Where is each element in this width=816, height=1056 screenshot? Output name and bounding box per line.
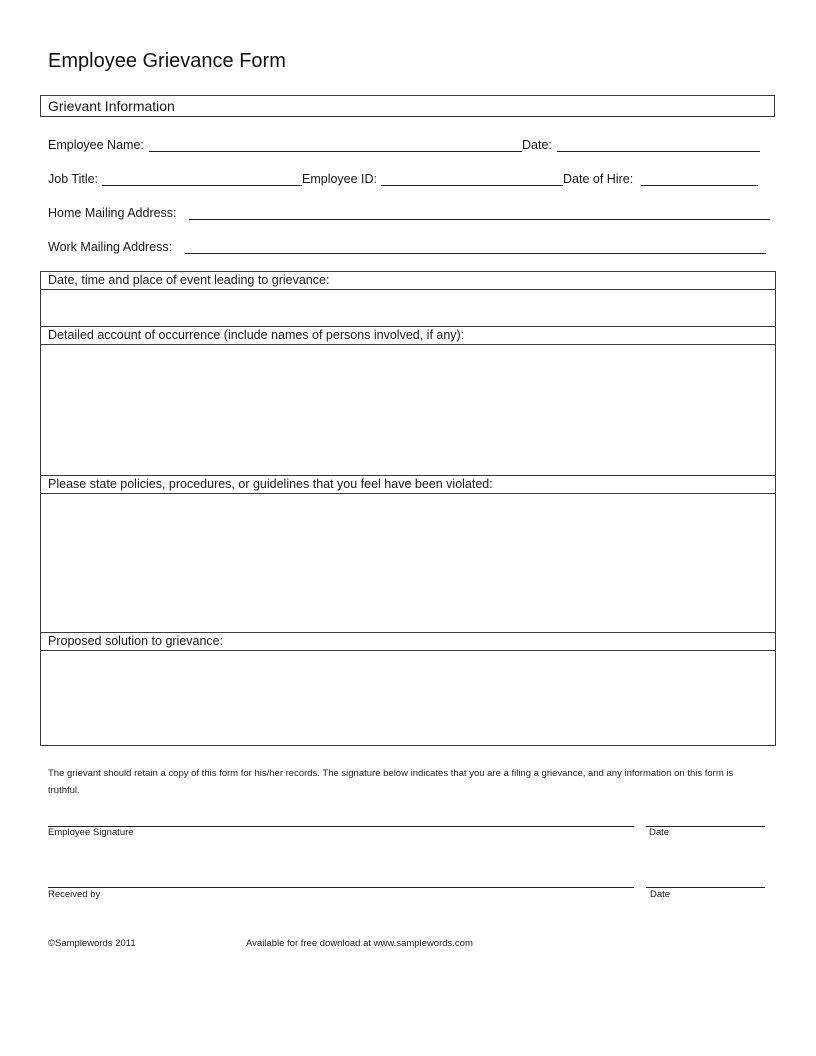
received-by-input[interactable] [48,871,636,886]
employee-signature-line [48,826,634,827]
account-textarea[interactable] [41,345,775,475]
employee-date-label: Date [649,827,670,838]
date-of-hire-line [641,185,758,186]
policies-label: Please state policies, procedures, or guidelines that you feel have been violated: [48,477,493,491]
policies-textarea[interactable] [41,494,775,632]
received-date-label: Date [650,889,671,900]
event-textarea[interactable] [41,290,775,326]
received-by-line [48,887,634,888]
employee-id-input[interactable] [382,170,565,185]
home-address-line [189,219,770,220]
solution-header [41,633,775,651]
account-header [41,327,775,345]
employee-signature-label: Employee Signature [48,827,134,838]
employee-name-input[interactable] [150,136,524,151]
employee-id-label: Employee ID: [302,172,378,186]
employee-signature-input[interactable] [48,810,636,825]
work-address-input[interactable] [186,238,768,253]
download-text: Available for free download at www.samplewords.com [246,938,473,949]
date-of-hire-label: Date of Hire: [563,172,634,186]
grievant-information-header [40,95,775,117]
date-of-hire-input[interactable] [642,170,760,185]
grievance-details-box [40,271,776,746]
received-date-input[interactable] [646,871,767,886]
employee-id-line [381,185,563,186]
policies-header [41,476,775,494]
employee-date-input[interactable] [646,810,767,825]
employee-name-line [149,151,522,152]
job-title-label: Job Title: [48,172,99,186]
home-address-input[interactable] [190,204,772,219]
work-address-line [185,253,766,254]
job-title-input[interactable] [103,170,304,185]
job-title-line [102,185,302,186]
employee-name-label: Employee Name: [48,138,144,152]
section-title: Grievant Information [48,98,175,114]
event-header [41,272,775,290]
copyright-text: ©Samplewords 2011 [48,938,136,949]
account-label: Detailed account of occurrence (include names of persons involved, if any): [48,328,465,342]
received-by-label: Received by [48,889,101,900]
page-title: Employee Grievance Form [48,50,286,72]
received-date-line [646,887,765,888]
notice-text: The grievant should retain a copy of this form for his/her records. The signature below indicates that you are a filing a grievance, and any information on this form is truthful. [48,768,734,796]
event-label: Date, time and place of event leading to grievance: [48,273,330,287]
solution-textarea[interactable] [41,651,775,745]
home-address-label: Home Mailing Address: [48,206,177,220]
solution-label: Proposed solution to grievance: [48,634,224,648]
date-input[interactable] [558,136,762,151]
date-label: Date: [522,138,552,152]
date-line [557,151,760,152]
work-address-label: Work Mailing Address: [48,240,173,254]
